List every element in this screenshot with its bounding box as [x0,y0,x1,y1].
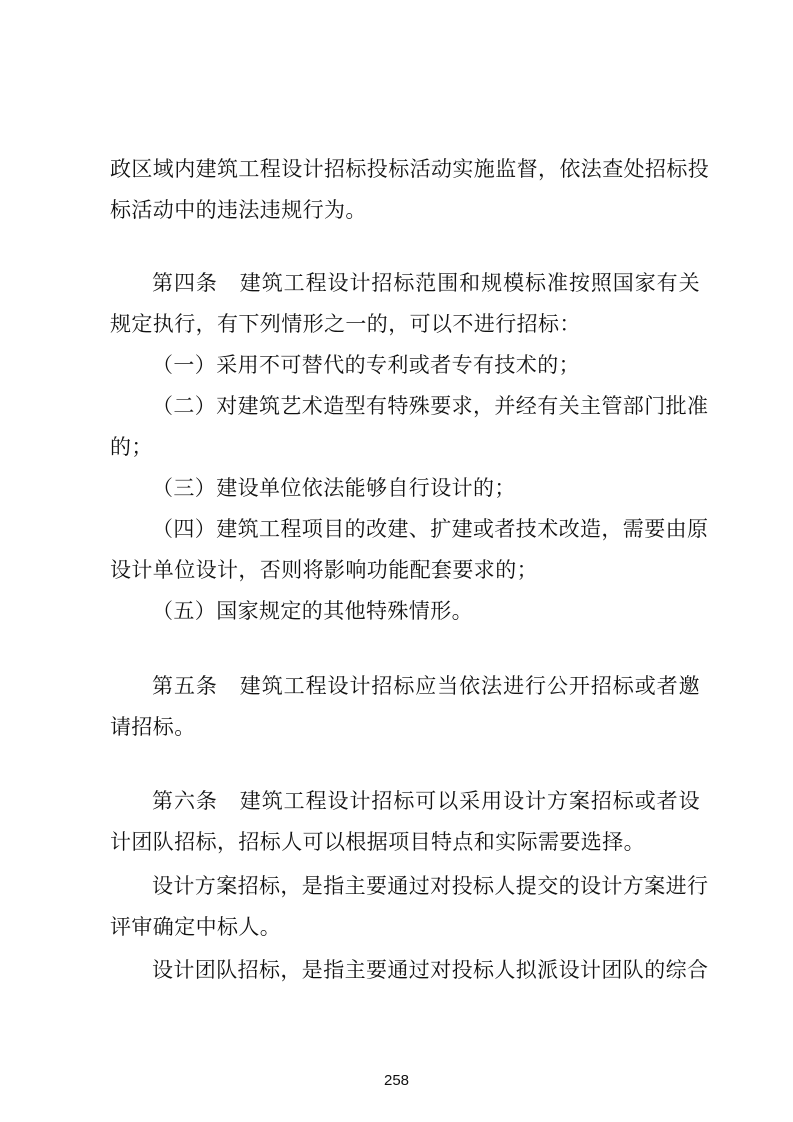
list-item-5: （五）国家规定的其他特殊情形。 [152,599,473,623]
list-item-2: （二）对建筑艺术造型有特殊要求，并经有关主管部门批准 [152,394,709,418]
text-line: 设计单位设计，否则将影响功能配套要求的； [110,558,538,582]
list-item-3: （三）建设单位依法能够自行设计的； [152,476,516,500]
text-line: 规定执行，有下列情形之一的，可以不进行招标： [110,312,581,336]
text-line: 请招标。 [110,715,196,739]
paragraph-line: 设计方案招标，是指主要通过对投标人提交的设计方案进行 [152,874,709,898]
list-item-4: （四）建筑工程项目的改建、扩建或者技术改造，需要由原 [152,517,709,541]
article-6-heading-line: 第六条 建筑工程设计招标可以采用设计方案招标或者设 [152,789,700,813]
list-item-1: （一）采用不可替代的专利或者专有技术的； [152,353,580,377]
text-line: 政区域内建筑工程设计招标投标活动实施监督，依法查处招标投 [110,157,710,181]
article-4-heading-line: 第四条 建筑工程设计招标范围和规模标准按照国家有关 [152,271,700,295]
page-number: 258 [383,1072,410,1089]
text-line: 的； [110,435,153,459]
text-line: 评审确定中标人。 [110,915,282,939]
text-line: 计团队招标，招标人可以根据项目特点和实际需要选择。 [110,830,645,854]
paragraph-line: 设计团队招标，是指主要通过对投标人拟派设计团队的综合 [152,958,709,982]
article-5-heading-line: 第五条 建筑工程设计招标应当依法进行公开招标或者邀 [152,674,700,698]
text-line: 标活动中的违法违规行为。 [110,198,367,222]
